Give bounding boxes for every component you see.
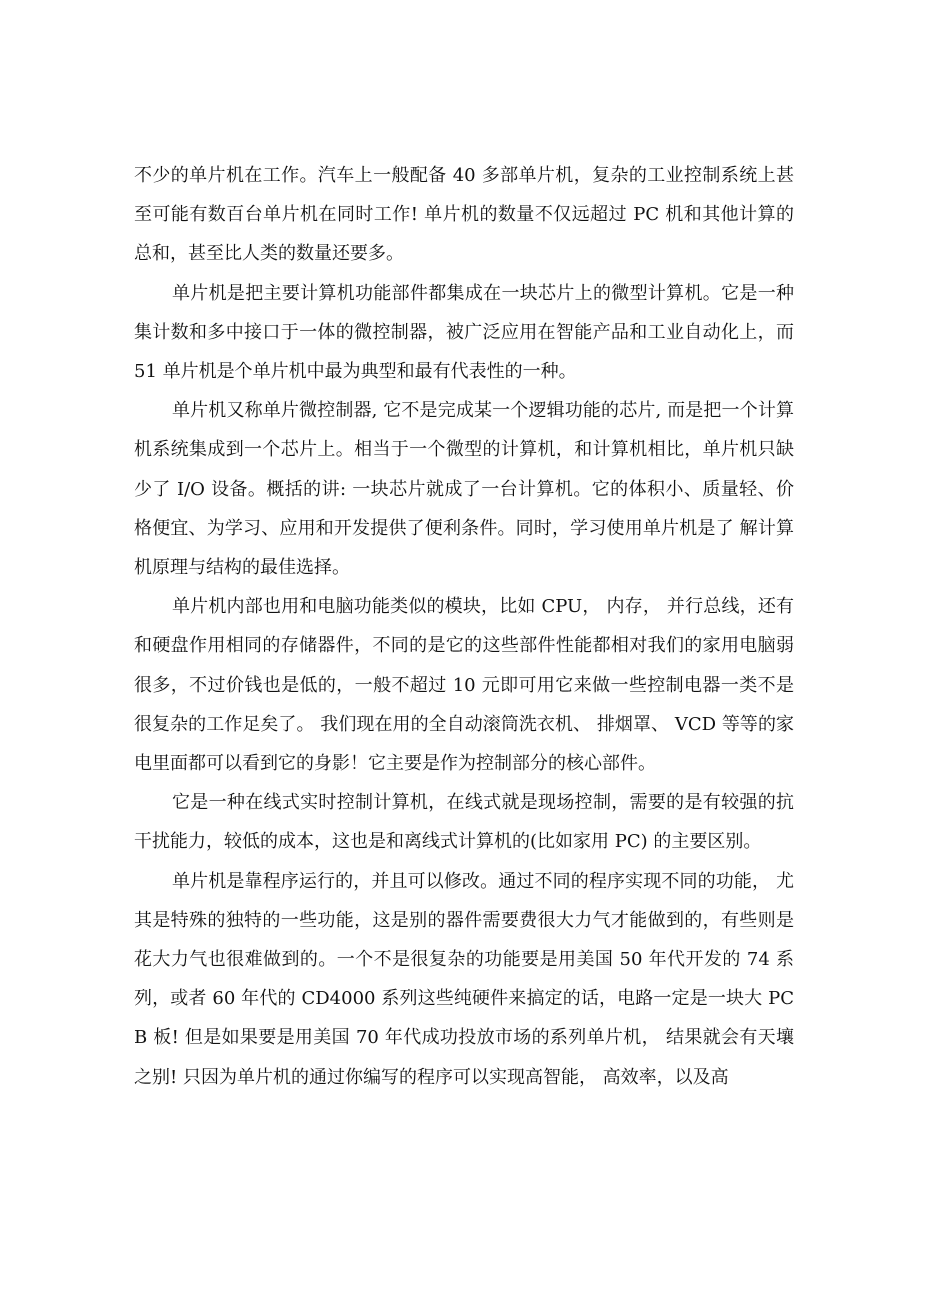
paragraph-3: 单片机又称单片微控制器, 它不是完成某一个逻辑功能的芯片, 而是把一个计算机系统集成到一个芯片上。相当于一个微型的计算机，和计算机相比，单片机只缺少了 I/O 设备。概括的讲: 一块芯片就成了一台计算机。它的体积小、质量轻、价格便宜、为学习、应用和开发提供了便利条件。同时，学习使用单片机是了 解计算机原理与结构的最佳选择。 (134, 400, 794, 579)
paragraph-6: 单片机是靠程序运行的，并且可以修改。通过不同的程序实现不同的功能， 尤其是特殊的独特的一些功能，这是别的器件需要费很大力气才能做到的，有些则是花大力气也很难做到的。一个不是很复杂的功能要是用美国 50 年代开发的 74 系列，或者 60 年代的 CD4000 系列这些纯硬件来搞定的话，电路一定是一块大 PCB 板! 但是如果要是用美国 70 年代成功投放市场的系列单片机， 结果就会有天壤之别! 只因为单片机的通过你编写的程序可以实现高智能， 高效率，以及高 (134, 870, 794, 1088)
paragraph-4: 单片机内部也用和电脑功能类似的模块，比如 CPU， 内存， 并行总线，还有和硬盘作用相同的存储器件，不同的是它的这些部件性能都相对我们的家用电脑弱很多，不过价钱也是低的，一般不超过 10 元即可用它来做一些控制电器一类不是很复杂的工作足矣了。 我们现在用的全自动滚筒洗衣机、 排烟罩、 VCD 等等的家电里面都可以看到它的身影！它主要是作为控制部分的核心部件。 (134, 596, 794, 775)
document-body (134, 156, 794, 1097)
paragraph-1: 不少的单片机在工作。汽车上一般配备 40 多部单片机，复杂的工业控制系统上甚至可能有数百台单片机在同时工作! 单片机的数量不仅远超过 PC 机和其他计算的总和，甚至比人类的数量还要多。 (134, 165, 794, 265)
paragraph-2: 单片机是把主要计算机功能部件都集成在一块芯片上的微型计算机。它是一种集计数和多中接口于一体的微控制器，被广泛应用在智能产品和工业自动化上，而 51 单片机是个单片机中最为典型和最有代表性的一种。 (134, 282, 794, 383)
paragraph-5: 它是一种在线式实时控制计算机，在线式就是现场控制，需要的是有较强的抗干扰能力，较低的成本，这也是和离线式计算机的(比如家用 PC) 的主要区别。 (134, 792, 794, 853)
